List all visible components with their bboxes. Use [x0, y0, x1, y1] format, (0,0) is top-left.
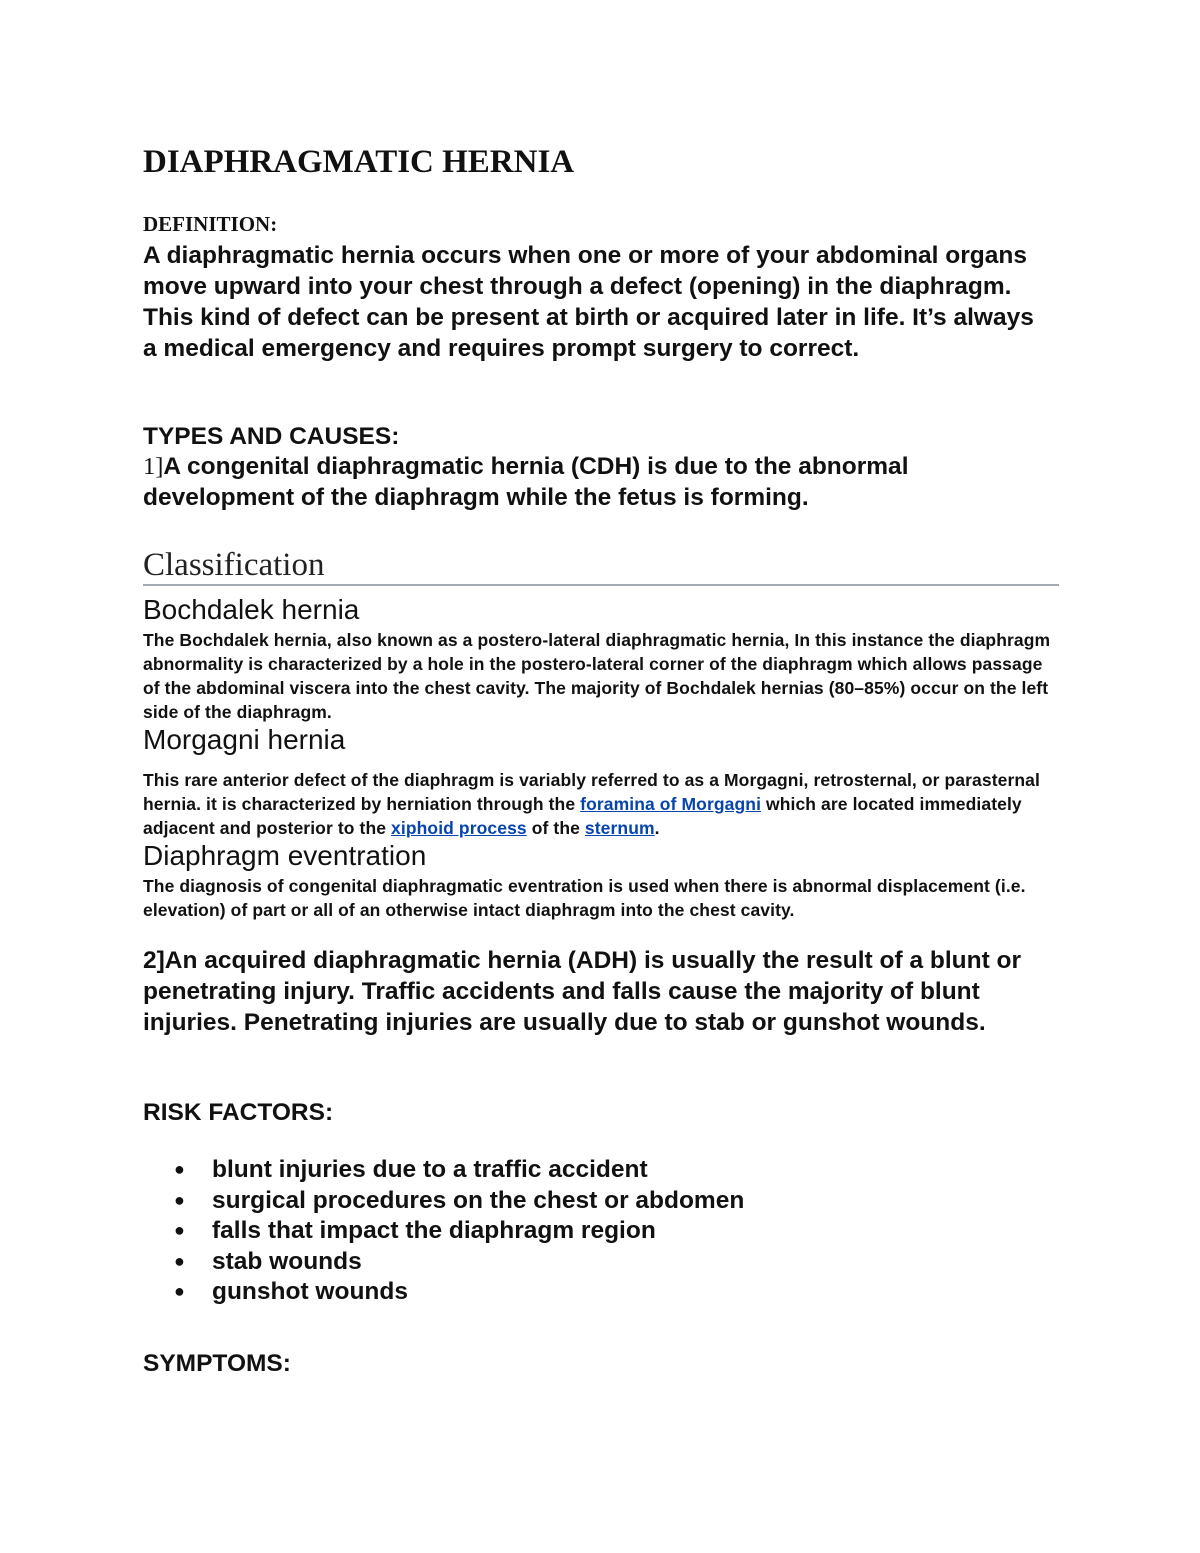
- list-item: [143, 1185, 744, 1216]
- list-item: [143, 1215, 744, 1246]
- eventration-text: The diagnosis of congenital diaphragmatic eventration is used when there is abnormal displacement (i.e. elevation) of part or all of an otherwise intact diaphragm into the chest cavity.: [143, 876, 1026, 920]
- morgagni-text-part-2: which are located immediately adjacent and posterior to the: [143, 794, 1022, 838]
- bullet-icon: ●: [174, 1220, 185, 1240]
- congenital-hernia-text: A congenital diaphragmatic hernia (CDH) is due to the abnormal development of the diaphragm while the fetus is forming.: [143, 453, 909, 511]
- acquired-hernia-paragraph: 2]An acquired diaphragmatic hernia (ADH) is usually the result of a blunt or penetrating injury. Traffic accidents and falls cause the majority of blunt injuries. Penetrating injuries are usually due to stab or gunshot wounds.: [143, 947, 1022, 1036]
- types-and-causes-label: TYPES AND CAUSES:: [143, 423, 400, 450]
- morgagni-text-part-3: of the: [526, 818, 585, 838]
- bullet-icon: ●: [174, 1281, 185, 1301]
- risk-factors-list: [143, 1154, 744, 1307]
- eventration-heading: Diaphragm eventration: [143, 840, 427, 871]
- list-item-text: falls that impact the diaphragm region: [212, 1217, 656, 1244]
- foramina-of-morgagni-link[interactable]: foramina of Morgagni: [580, 794, 762, 814]
- risk-factors-label: RISK FACTORS:: [143, 1099, 334, 1126]
- list-item-text: blunt injuries due to a traffic accident: [212, 1156, 648, 1183]
- congenital-hernia-paragraph: [143, 451, 1043, 513]
- bochdalek-heading: Bochdalek hernia: [143, 594, 360, 625]
- list-item-text: gunshot wounds: [212, 1278, 408, 1305]
- list-item-text: stab wounds: [212, 1247, 362, 1275]
- bullet-icon: ●: [174, 1250, 185, 1271]
- sternum-link[interactable]: sternum: [584, 818, 655, 838]
- symptoms-label: SYMPTOMS:: [143, 1350, 291, 1377]
- morgagni-text-part-1: This rare anterior defect of the diaphragm is variably referred to as a Morgagni, retrosternal, or parasternal hernia. it is characterized by herniation through the: [143, 770, 1040, 814]
- list-item: [143, 1154, 744, 1185]
- xiphoid-process-link[interactable]: xiphoid process: [391, 818, 527, 838]
- list-item: [143, 1246, 744, 1277]
- classification-heading: Classification: [143, 546, 1059, 586]
- item-number: 1]: [143, 453, 164, 480]
- morgagni-text: [143, 768, 1059, 840]
- definition-text: A diaphragmatic hernia occurs when one or more of your abdominal organs move upward into your chest through a defect (opening) in the diaphragm. This kind of defect can be present at birth or acquired later in life. It’s always a medical emergency and requires prompt surgery to correct.: [143, 242, 1034, 362]
- list-item-text: surgical procedures on the chest or abdomen: [212, 1186, 745, 1214]
- bullet-icon: ●: [174, 1159, 185, 1179]
- list-item: [143, 1276, 744, 1307]
- definition-label: DEFINITION:: [143, 212, 278, 236]
- document-title: DIAPHRAGMATIC HERNIA: [143, 144, 575, 180]
- bullet-icon: ●: [174, 1189, 185, 1210]
- morgagni-text-part-4: .: [654, 818, 660, 838]
- bochdalek-text: The Bochdalek hernia, also known as a postero-lateral diaphragmatic hernia, In this instance the diaphragm abnormality is characterized by a hole in the postero-lateral corner of the diaphragm which allows passage of the abdominal viscera into the chest cavity. The majority of Bochdalek hernias (80–85%) occur on the left side of the diaphragm.: [143, 630, 1051, 722]
- morgagni-heading: Morgagni hernia: [143, 724, 346, 755]
